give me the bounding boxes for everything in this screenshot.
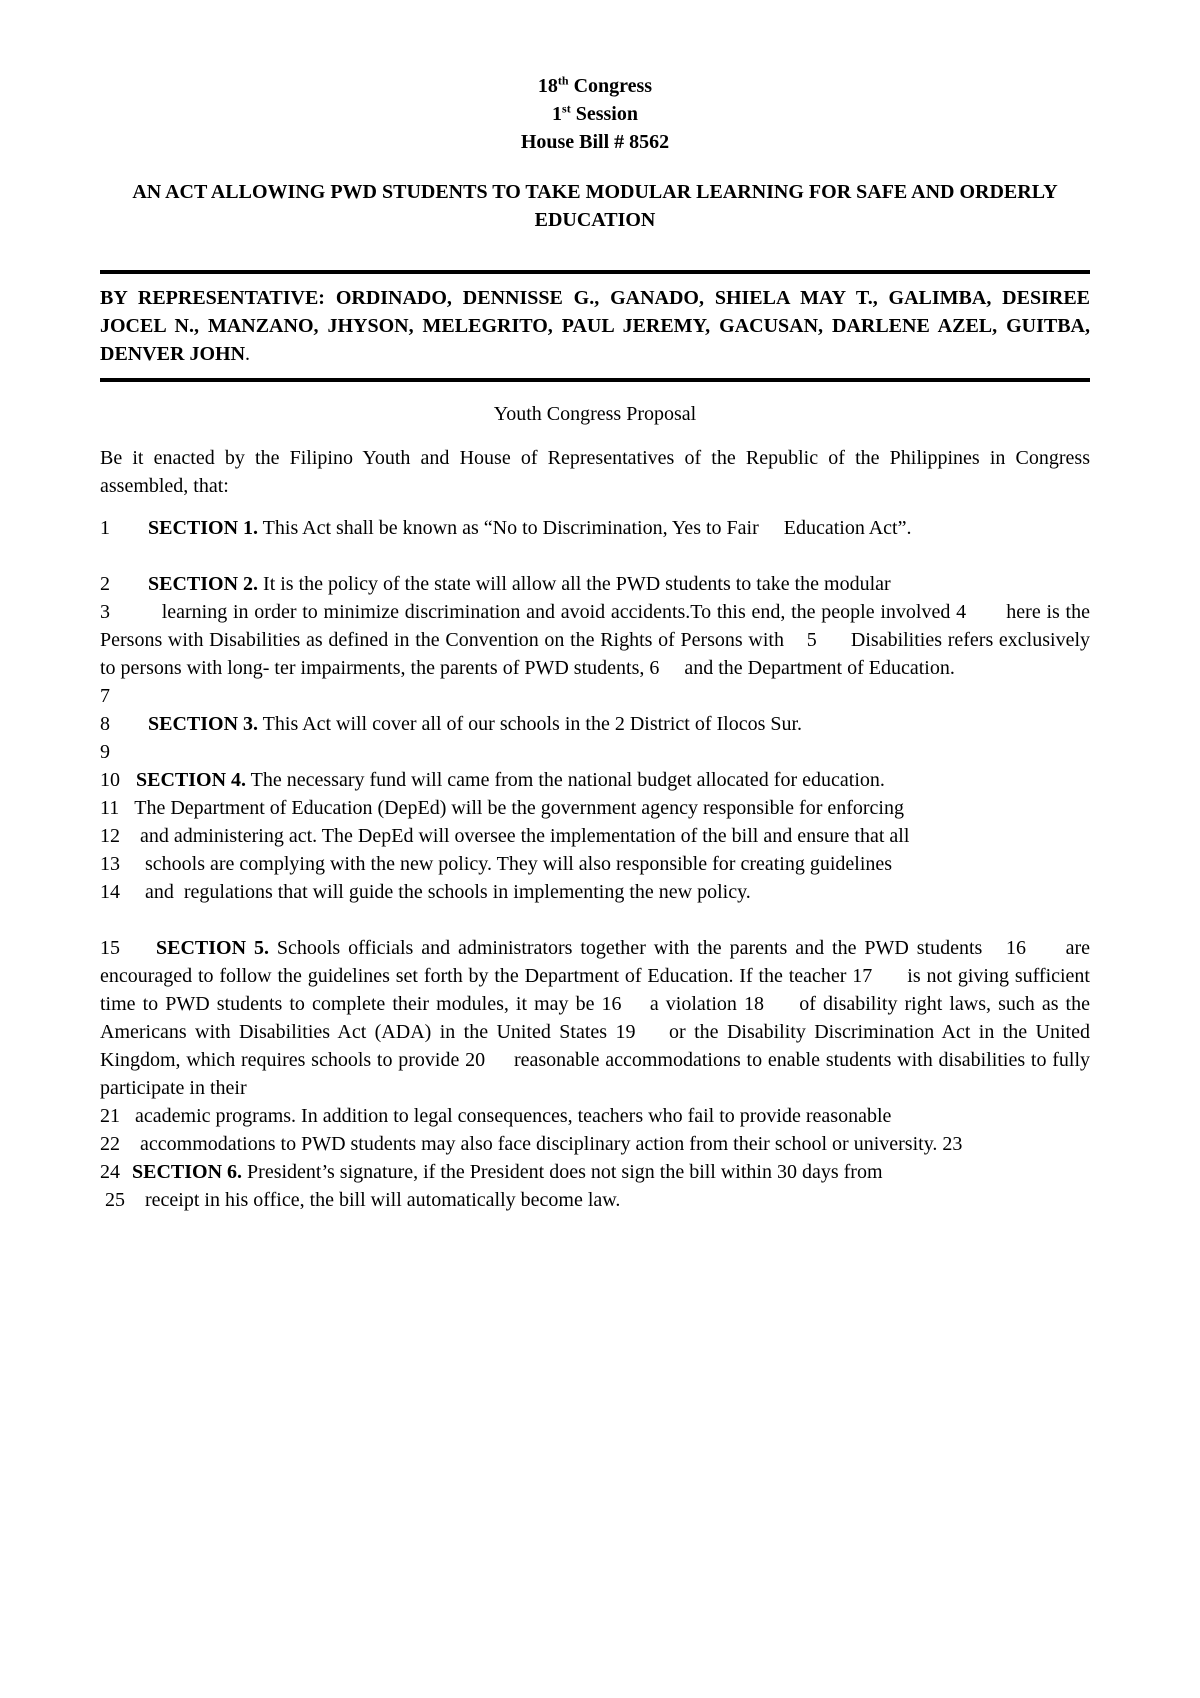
section-text: The necessary fund will came from the national budget allocated for education. <box>246 769 885 791</box>
section-3 <box>100 710 1090 738</box>
line-13: 13 schools are complying with the new policy. They will also responsible for creating guidelines <box>100 853 893 875</box>
congress-suffix: th <box>557 73 569 88</box>
line-number: 1 <box>100 517 110 539</box>
byline-text: BY REPRESENTATIVE: ORDINADO, DENNISSE G., GANADO, SHIELA MAY T., GALIMBA, DESIREE JOCEL N., MANZANO, JHYSON, MELEGRITO, PAUL JEREMY, GACUSAN, DARLENE AZEL, GUITBA, DENVER JOHN <box>100 287 1090 365</box>
congress-number: 18 <box>537 75 558 97</box>
line-12: 12 and administering act. The DepEd will oversee the implementation of the bill and ensure that all <box>100 825 910 847</box>
congress-line <box>100 72 1090 100</box>
line-9: 9 <box>100 741 110 763</box>
congress-word: Congress <box>573 75 653 97</box>
section-5 <box>100 934 1090 1102</box>
line-11: 11 The Department of Education (DepEd) will be the government agency responsible for enforcing <box>100 797 904 819</box>
section-label: SECTION 2. <box>148 573 259 595</box>
line-21: 21 academic programs. In addition to legal consequences, teachers who fail to provide reasonable <box>100 1105 892 1127</box>
line-7: 7 <box>100 685 110 707</box>
line-25: 25 receipt in his office, the bill will automatically become law. <box>100 1189 621 1211</box>
line-number: 10 <box>100 769 120 791</box>
line-number: 8 <box>100 713 110 735</box>
act-title: AN ACT ALLOWING PWD STUDENTS TO TAKE MODULAR LEARNING FOR SAFE AND ORDERLY EDUCATION <box>132 181 1058 231</box>
section-text: It is the policy of the state will allow all the PWD students to take the modular <box>258 573 891 595</box>
line-number: 24 <box>100 1161 120 1183</box>
byline-period: . <box>245 343 251 365</box>
line-14: 14 and regulations that will guide the schools in implementing the new policy. <box>100 881 751 903</box>
bill-body <box>100 514 1090 1214</box>
bill-number: House Bill # 8562 <box>520 131 670 153</box>
section-text: President’s signature, if the President does not sign the bill within 30 days from <box>242 1161 883 1183</box>
line-22: 22 accommodations to PWD students may also face disciplinary action from their school or university. 23 <box>100 1133 963 1155</box>
section-text: Schools officials and administrators together with the parents and the PWD students 16 are encouraged to follow the guidelines set forth by the Department of Education. If the teacher 17 is not giving sufficient time to PWD students to complete their modules, it may be 16 a violation 18 of disability right laws, such as the Americans with Disabilities Act (ADA) in the United States 19 or the Disability Discrimination Act in the United Kingdom, which requires schools to provide 20 reasonable accommodations to enable students with disabilities to fully participate in their <box>100 937 1090 1099</box>
bill-heading <box>100 72 1090 156</box>
section-2-continued: 3 learning in order to minimize discrimination and avoid accidents.To this end, the people involved 4 here is the Persons with Disabilities as defined in the Convention on the Rights of Persons with 5 Disabilities refers exclusively to persons with long- ter impairments, the parents of PWD students, 6 and the Department of Education. <box>100 601 1090 679</box>
section-label: SECTION 6. <box>132 1161 243 1183</box>
author-byline <box>100 274 1090 378</box>
line-number: 15 <box>100 937 120 959</box>
section-text: This Act will cover all of our schools in the 2 District of Ilocos Sur. <box>258 713 803 735</box>
section-label: SECTION 5. <box>156 937 269 959</box>
section-label: SECTION 1. <box>148 517 259 539</box>
session-number: 1 <box>552 103 563 125</box>
line-number: 2 <box>100 573 110 595</box>
section-text: This Act shall be known as “No to Discrimination, Yes to Fair Education Act”. <box>258 517 912 539</box>
section-label: SECTION 4. <box>136 769 247 791</box>
section-1 <box>100 514 1090 542</box>
bottom-divider <box>100 378 1090 382</box>
section-2 <box>100 570 1090 598</box>
section-4 <box>100 766 1090 794</box>
section-label: SECTION 3. <box>148 713 259 735</box>
session-word: Session <box>575 103 638 125</box>
session-suffix: st <box>562 101 571 116</box>
section-6 <box>100 1158 1090 1186</box>
proposal-subtitle: Youth Congress Proposal <box>493 403 697 425</box>
session-line <box>100 100 1090 128</box>
enacting-clause: Be it enacted by the Filipino Youth and House of Representatives of the Republic of the Philippines in Congress assembled, that: <box>100 447 1090 497</box>
